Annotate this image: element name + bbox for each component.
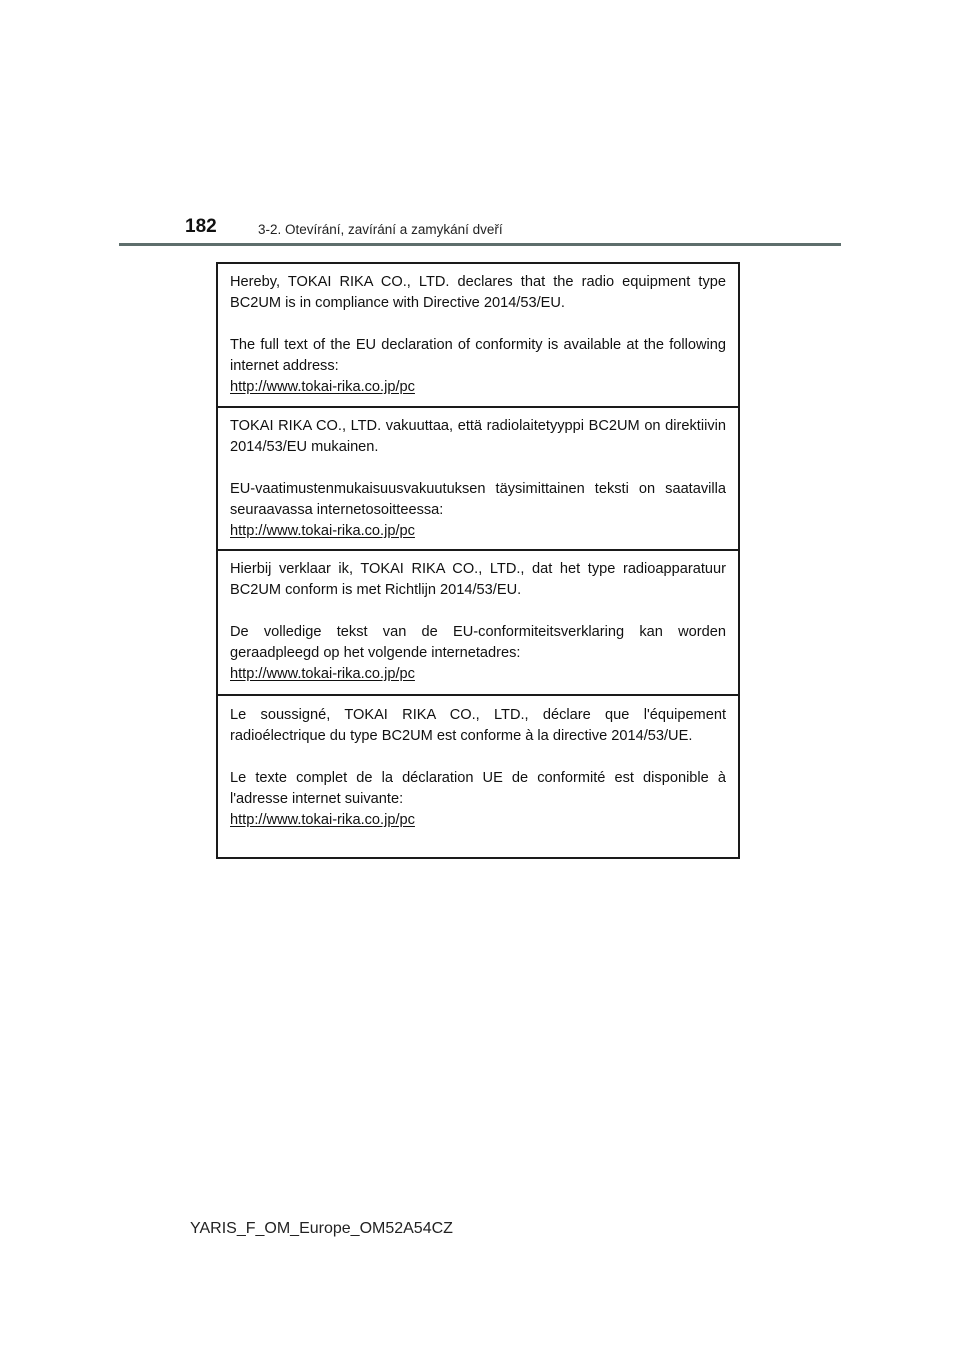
declaration-availability: [230, 768, 726, 831]
availability-text: EU-vaatimustenmukaisuusvakuutuksen täysimittainen teksti on saatavilla seuraavassa internetosoitteessa:: [230, 481, 726, 518]
declaration-link[interactable]: http://www.tokai-rika.co.jp/pc: [230, 523, 415, 539]
declaration-availability: [230, 335, 726, 398]
declaration-dutch: [218, 551, 738, 696]
declaration-statement: TOKAI RIKA CO., LTD. vakuuttaa, että radiolaitetyyppi BC2UM on direktiivin 2014/53/EU mukainen.: [230, 418, 726, 455]
availability-text: De volledige tekst van de EU-conformiteitsverklaring kan worden geraadpleegd op het volgende internetadres:: [230, 624, 726, 661]
declaration-availability: [230, 622, 726, 685]
declaration-statement: Le soussigné, TOKAI RIKA CO., LTD., déclare que l'équipement radioélectrique du type BC2UM est conforme à la directive 2014/53/UE.: [230, 707, 726, 744]
header-divider: [119, 243, 841, 246]
page-number: 182: [185, 216, 217, 237]
declaration-link[interactable]: http://www.tokai-rika.co.jp/pc: [230, 812, 415, 828]
declaration-french: [218, 696, 738, 857]
declaration-link[interactable]: http://www.tokai-rika.co.jp/pc: [230, 379, 415, 395]
document-id: YARIS_F_OM_Europe_OM52A54CZ: [190, 1220, 453, 1237]
availability-text: Le texte complet de la déclaration UE de conformité est disponible à l'adresse internet suivante:: [230, 770, 726, 807]
section-title: 3-2. Otevírání, zavírání a zamykání dveří: [258, 222, 503, 237]
declaration-availability: [230, 479, 726, 542]
declaration-statement: Hereby, TOKAI RIKA CO., LTD. declares that the radio equipment type BC2UM is in compliance with Directive 2014/53/EU.: [230, 274, 726, 311]
declaration-english: [218, 264, 738, 408]
declaration-finnish: [218, 408, 738, 551]
declaration-link[interactable]: http://www.tokai-rika.co.jp/pc: [230, 666, 415, 682]
availability-text: The full text of the EU declaration of conformity is available at the following internet address:: [230, 337, 726, 374]
declaration-table: [216, 262, 740, 859]
declaration-statement: Hierbij verklaar ik, TOKAI RIKA CO., LTD., dat het type radioapparatuur BC2UM conform is met Richtlijn 2014/53/EU.: [230, 561, 726, 598]
